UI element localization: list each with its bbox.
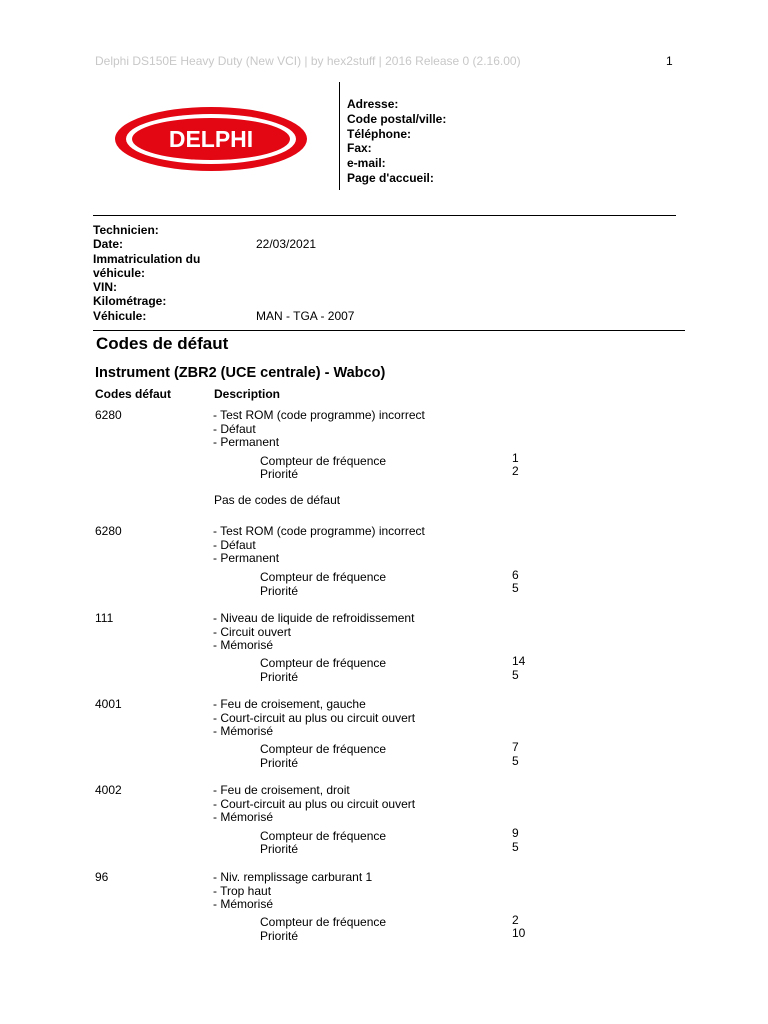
postal-label: Code postal/ville:: [347, 111, 447, 126]
fault-description: - Niv. remplissage carburant 1 - Trop haut - Mémorisé: [213, 870, 373, 912]
vin-label: VIN:: [93, 280, 117, 294]
section-title: Codes de défaut: [96, 334, 229, 353]
frequency-value: 14: [512, 654, 526, 668]
priority-value: 5: [512, 840, 519, 854]
technician-label: Technicien:: [93, 223, 159, 237]
vehicle-value: MAN - TGA - 2007: [256, 309, 355, 323]
frequency-value: 1: [512, 451, 519, 465]
header-divider: [339, 82, 340, 190]
homepage-label: Page d'accueil:: [347, 170, 434, 185]
subsection-title: Instrument (ZBR2 (UCE centrale) - Wabco): [95, 365, 386, 381]
frequency-value: 9: [512, 826, 519, 840]
priority-label: Priorité: [260, 467, 299, 481]
fault-code: 6280: [95, 408, 122, 422]
priority-value: 2: [512, 464, 519, 478]
priority-value: 5: [512, 754, 519, 768]
fault-code: 4002: [95, 783, 122, 797]
frequency-label: Compteur de fréquence: [260, 570, 387, 584]
fault-description: - Feu de croisement, droit - Court-circuit au plus ou circuit ouvert - Mémorisé: [213, 783, 416, 825]
priority-label: Priorité: [260, 842, 299, 856]
mileage-label: Kilométrage:: [93, 294, 167, 308]
fax-label: Fax:: [347, 141, 372, 156]
priority-value: 5: [512, 668, 519, 682]
page-number: 1: [666, 54, 673, 68]
fault-description: - Niveau de liquide de refroidissement - Circuit ouvert - Mémorisé: [213, 611, 415, 653]
document-header-title: Delphi DS150E Heavy Duty (New VCI) | by hex2stuff | 2016 Release 0 (2.16.00): [95, 54, 521, 68]
priority-label: Priorité: [260, 670, 299, 684]
fault-code: 96: [95, 870, 109, 884]
delphi-logo: [114, 106, 308, 172]
frequency-value: 2: [512, 913, 519, 927]
priority-label: Priorité: [260, 929, 299, 943]
address-label: Adresse:: [347, 97, 399, 111]
registration-label-line2: véhicule:: [93, 266, 146, 280]
priority-label: Priorité: [260, 756, 299, 770]
phone-label: Téléphone:: [347, 126, 412, 141]
no-fault-codes-text: Pas de codes de défaut: [214, 493, 341, 507]
date-label: Date:: [93, 237, 124, 251]
fault-description: - Feu de croisement, gauche - Court-circuit au plus ou circuit ouvert - Mémorisé: [213, 697, 416, 739]
fault-code: 4001: [95, 697, 122, 711]
frequency-label: Compteur de fréquence: [260, 454, 387, 468]
info-top-rule: [93, 215, 676, 216]
email-label: e-mail:: [347, 156, 386, 171]
frequency-label: Compteur de fréquence: [260, 656, 387, 670]
frequency-value: 7: [512, 740, 519, 754]
frequency-label: Compteur de fréquence: [260, 742, 387, 756]
fault-code: 111: [95, 611, 114, 625]
contact-block: [347, 97, 446, 186]
fault-code: 6280: [95, 524, 122, 538]
date-value: 22/03/2021: [256, 237, 317, 251]
priority-value: 5: [512, 581, 519, 595]
column-header-description: Description: [214, 387, 281, 401]
registration-label-line1: Immatriculation du: [93, 252, 201, 266]
frequency-label: Compteur de fréquence: [260, 829, 387, 843]
priority-value: 10: [512, 926, 526, 940]
vehicle-label: Véhicule:: [93, 309, 147, 323]
logo-text: DELPHI: [168, 126, 254, 152]
info-bottom-rule: [93, 330, 685, 331]
frequency-label: Compteur de fréquence: [260, 915, 387, 929]
frequency-value: 6: [512, 568, 519, 582]
priority-label: Priorité: [260, 584, 299, 598]
fault-description: - Test ROM (code programme) incorrect - Défaut - Permanent: [213, 408, 425, 450]
fault-description: - Test ROM (code programme) incorrect - Défaut - Permanent: [213, 524, 425, 566]
column-header-code: Codes défaut: [95, 387, 172, 401]
